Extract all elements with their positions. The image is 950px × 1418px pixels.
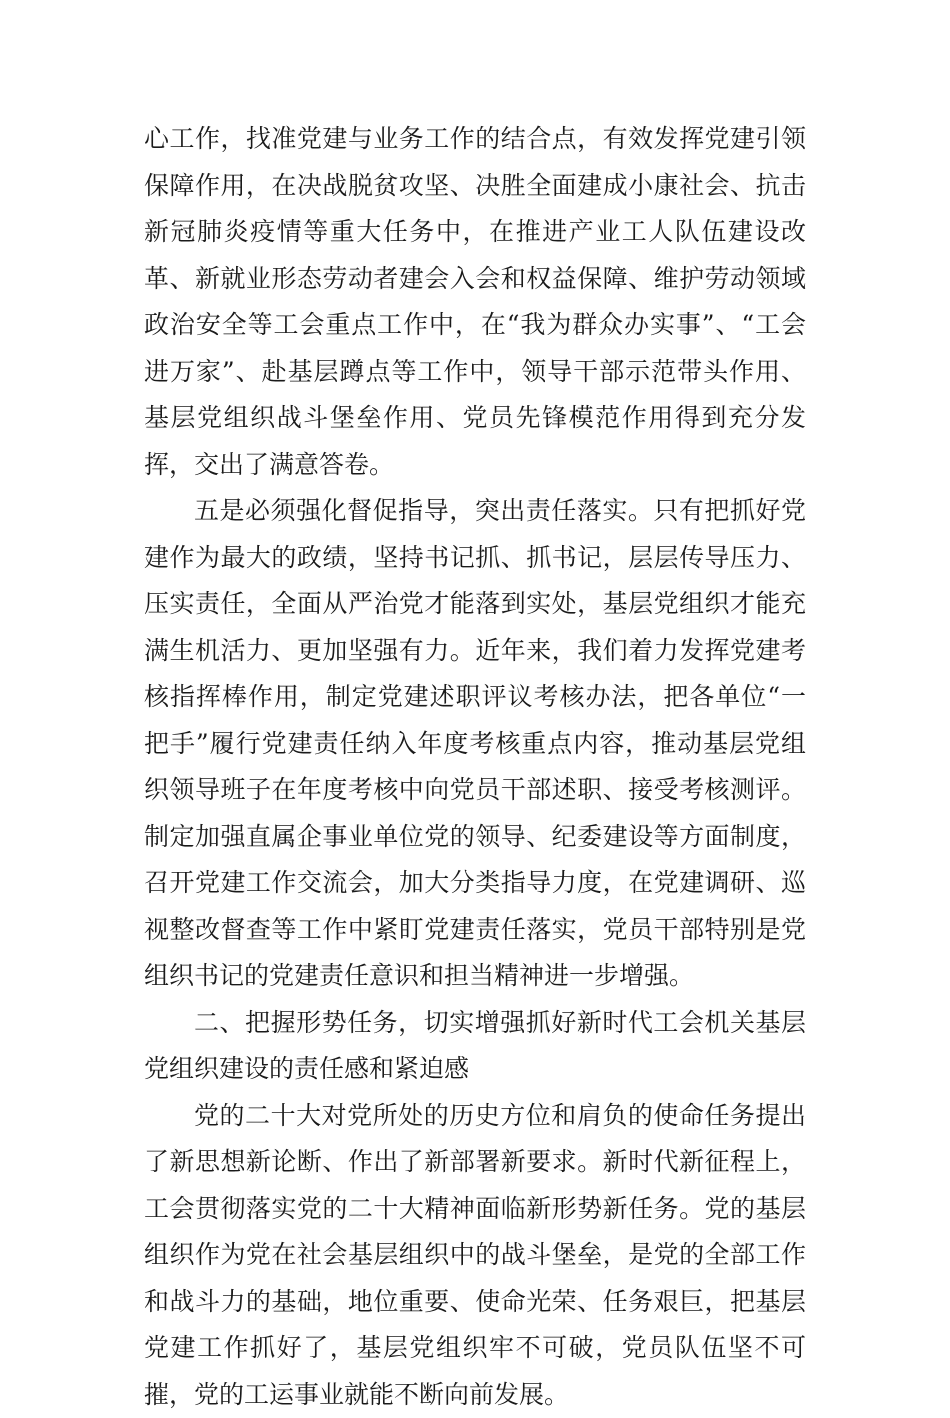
paragraph-continued-work-summary: 心工作，找准党建与业务工作的结合点，有效发挥党建引领保障作用，在决战脱贫攻坚、决胜全面建成小康社会、抗击新冠肺炎疫情等重大任务中，在推进产业工人队伍建设改革、新就业形态劳动者建会入会和权益保障、维护劳动领域政治安全等工会重点工作中，在“我为群众办实事”、“工会进万家”、赴基层蹲点等工作中，领导干部示范带头作用、基层党组织战斗堡垒作用、党员先锋模范作用得到充分发挥，交出了满意答卷。 [144, 116, 806, 488]
paragraph-twentieth-congress: 党的二十大对党所处的历史方位和肩负的使命任务提出了新思想新论断、作出了新部署新要求。新时代新征程上，工会贯彻落实党的二十大精神面临新形势新任务。党的基层组织作为党在社会基层组织中的战斗堡垒，是党的全部工作和战斗力的基础，地位重要、使命光荣、任务艰巨，把基层党建工作抓好了，基层党组织牢不可破，党员队伍坚不可摧，党的工运事业就能不断向前发展。 [144, 1093, 806, 1418]
document-body [144, 116, 806, 1418]
section-heading-two: 二、把握形势任务，切实增强抓好新时代工会机关基层党组织建设的责任感和紧迫感 [144, 1000, 806, 1093]
paragraph-point-five-supervision: 五是必须强化督促指导，突出责任落实。只有把抓好党建作为最大的政绩，坚持书记抓、抓书记，层层传导压力、压实责任，全面从严治党才能落到实处，基层党组织才能充满生机活力、更加坚强有力。近年来，我们着力发挥党建考核指挥棒作用，制定党建述职评议考核办法，把各单位“一把手”履行党建责任纳入年度考核重点内容，推动基层党组织领导班子在年度考核中向党员干部述职、接受考核测评。制定加强直属企事业单位党的领导、纪委建设等方面制度，召开党建工作交流会，加大分类指导力度，在党建调研、巡视整改督查等工作中紧盯党建责任落实，党员干部特别是党组织书记的党建责任意识和担当精神进一步增强。 [144, 488, 806, 1000]
